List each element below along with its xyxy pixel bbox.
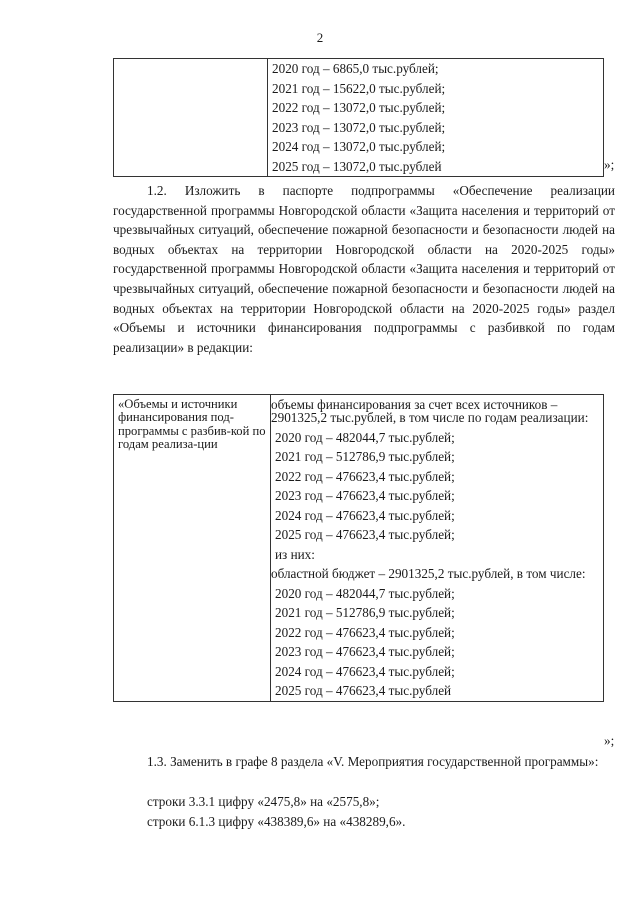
table-row: 2025 год – 476623,4 тыс.рублей;	[275, 527, 455, 543]
table-row: 2023 год – 476623,4 тыс.рублей;	[275, 488, 455, 504]
table-row: 2022 год – 476623,4 тыс.рублей;	[275, 624, 455, 640]
table-row: областной бюджет – 2901325,2 тыс.рублей, в том числе:	[271, 566, 586, 582]
paragraph-1-3: 1.3. Заменить в графе 8 раздела «V. Мероприятия государственной программы»:	[147, 754, 599, 769]
replacement-line-6-1-3: строки 6.1.3 цифру «438389,6» на «438289,6».	[147, 814, 406, 829]
table-row: 2020 год – 482044,7 тыс.рублей;	[275, 429, 455, 445]
table-row: 2020 год – 6865,0 тыс.рублей;	[272, 61, 439, 76]
table-closing-quote: »;	[604, 157, 615, 172]
replacement-line-3-3-1: строки 3.3.1 цифру «2475,8» на «2575,8»;	[147, 794, 380, 809]
table-row: 2024 год – 476623,4 тыс.рублей;	[275, 663, 455, 679]
table-label-cell: «Объемы и источники финансирования под-программы с разбив-кой по годам реализа-ции	[114, 395, 271, 702]
table-row: 2024 год – 476623,4 тыс.рублей;	[275, 507, 455, 523]
funding-table-subprogram	[113, 394, 604, 702]
table-row: 2021 год – 15622,0 тыс.рублей;	[272, 80, 446, 96]
table-row: объемы финансирования за счет всех источников – 2901325,2 тыс.рублей, в том числе по годам реализации:	[271, 397, 589, 426]
paragraph-1-2: 1.2. Изложить в паспорте подпрограммы «Обеспечение реализации государственной программы Новгородской области «Защита населения и территорий от чрезвычайных ситуаций, обеспечение пожарной безопасности и безопасности людей на водных объектах на территории Новгородской области на 2020-2025 годы» государственной программы Новгородской области «Защита населения и территорий от чрезвычайных ситуаций, обеспечение пожарной безопасности и безопасности людей на водных объектах на территории Новгородской области на 2020-2025 годы» раздел «Объемы и источники финансирования подпрограммы с разбивкой по годам реализации» в редакции:	[113, 183, 615, 355]
table-row: 2023 год – 13072,0 тыс.рублей;	[272, 119, 446, 135]
table-row: 2025 год – 476623,4 тыс.рублей	[275, 683, 452, 699]
table-row: 2022 год – 476623,4 тыс.рублей;	[275, 468, 455, 484]
table-row: 2021 год – 512786,9 тыс.рублей;	[275, 449, 455, 465]
page-number: 2	[316, 30, 324, 45]
table-row: 2023 год – 476623,4 тыс.рублей;	[275, 644, 455, 660]
table-row: 2025 год – 13072,0 тыс.рублей	[272, 158, 442, 174]
table-row: из них:	[275, 546, 315, 562]
table-row: 2022 год – 13072,0 тыс.рублей;	[272, 100, 446, 115]
table-row: 2021 год – 512786,9 тыс.рублей;	[275, 605, 455, 621]
table-closing-quote: »;	[604, 733, 615, 748]
funding-table-top	[113, 58, 604, 177]
table-row: 2020 год – 482044,7 тыс.рублей;	[275, 585, 455, 601]
table-row: 2024 год – 13072,0 тыс.рублей;	[272, 139, 446, 154]
table-empty-cell	[114, 59, 268, 177]
